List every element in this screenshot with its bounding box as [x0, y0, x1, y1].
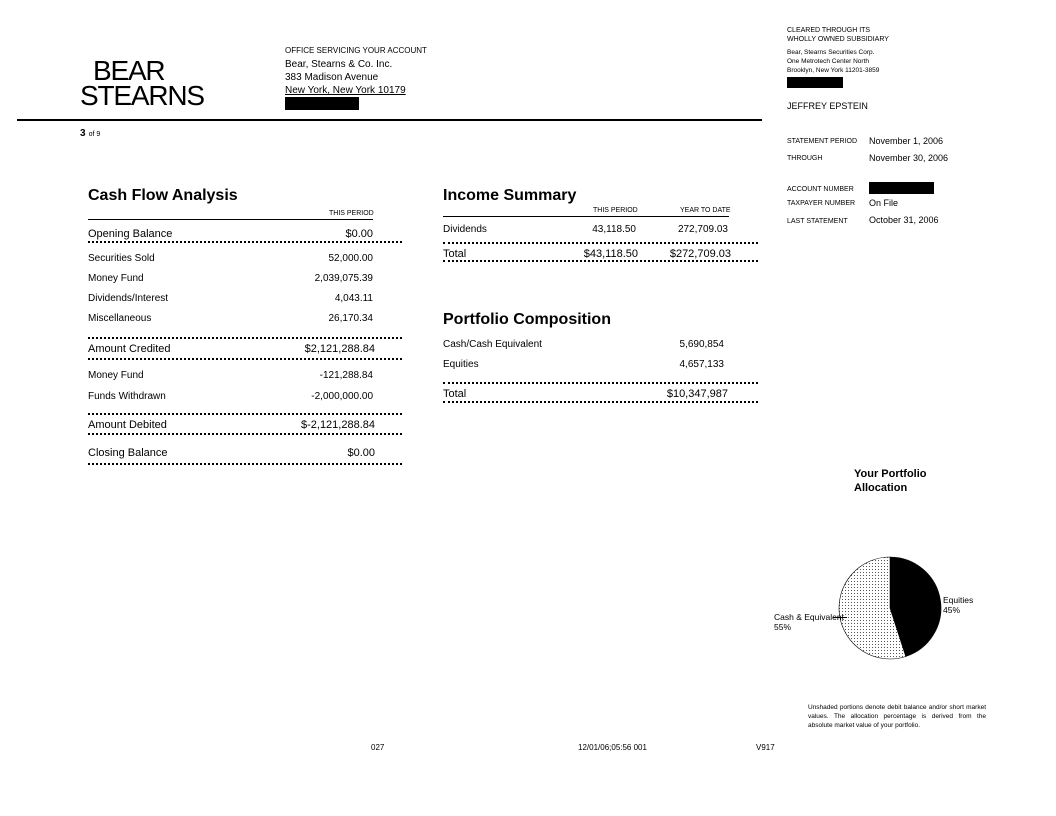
closing-balance-value: $0.00 [347, 447, 375, 459]
office-line-1: Bear, Stearns & Co. Inc. [285, 59, 393, 70]
divider [443, 260, 758, 262]
footer-left: 027 [371, 743, 385, 752]
divider [443, 401, 758, 403]
portfolio-total-label: Total [443, 388, 467, 400]
portfolio-total-value: $10,347,987 [666, 388, 728, 400]
income-header-rule [443, 216, 729, 217]
allocation-title-line-1: Your Portfolio [854, 468, 927, 480]
cash-flow-item-value: 4,043.11 [334, 293, 373, 304]
logo-line-1: BEAR [93, 55, 165, 86]
cash-flow-item-label: Money Fund [88, 370, 144, 381]
cleared-line-2: WHOLLY OWNED SUBSIDIARY [787, 36, 889, 43]
office-line-3: New York, New York 10179 [285, 85, 406, 96]
amount-credited-value: $2,121,288.84 [304, 343, 375, 355]
office-address-block [285, 44, 427, 114]
office-header: OFFICE SERVICING YOUR ACCOUNT [285, 46, 427, 55]
divider [88, 413, 402, 415]
cash-flow-item-value: -121,288.84 [319, 370, 373, 381]
allocation-disclaimer: Unshaded portions denote debit balance and/or short market values. The allocation percentage is derived from the absolute market value of your portfolio. [808, 704, 986, 729]
taxpayer-label: TAXPAYER NUMBER [787, 200, 856, 207]
divider [443, 382, 758, 384]
portfolio-row-label: Cash/Cash Equivalent [443, 339, 542, 350]
amount-credited-label: Amount Credited [88, 343, 171, 355]
cash-flow-col-header: THIS PERIOD [329, 210, 374, 217]
allocation-title-line-2: Allocation [854, 482, 908, 494]
cash-leader-line [833, 617, 847, 618]
account-number-redaction [869, 182, 934, 194]
portfolio-composition-title: Portfolio Composition [443, 311, 611, 328]
divider [88, 433, 402, 435]
cash-flow-item-label: Money Fund [88, 273, 144, 284]
income-col-this-period: THIS PERIOD [593, 207, 638, 214]
cash-slice-label [774, 612, 844, 632]
cash-flow-title: Cash Flow Analysis [88, 187, 238, 204]
cash-flow-item-label: Funds Withdrawn [88, 391, 166, 402]
client-name: JEFFREY EPSTEIN [787, 101, 868, 111]
office-line-2: 383 Madison Avenue [285, 72, 379, 83]
divider [443, 242, 758, 244]
opening-balance-label: Opening Balance [88, 228, 173, 240]
dividends-ytd: 272,709.03 [677, 224, 728, 235]
cash-flow-item-label: Miscellaneous [88, 313, 152, 324]
footer-right: V917 [756, 743, 775, 752]
page-number-value: 3 [80, 128, 86, 139]
redaction-bar [285, 97, 359, 110]
cash-flow-item-value: -2,000,000.00 [311, 391, 373, 402]
allocation-pie-chart [835, 553, 945, 663]
divider [88, 337, 402, 339]
cleared-line-4: One Metrotech Center North [787, 58, 870, 65]
income-total-this-period: $43,118.50 [583, 248, 638, 260]
income-total-label: Total [443, 248, 467, 260]
cash-label: Cash & Equivalent [774, 612, 844, 622]
income-col-ytd: YEAR TO DATE [680, 207, 731, 214]
logo-line-2: STEARNS [80, 80, 204, 111]
income-summary-title: Income Summary [443, 187, 577, 204]
cleared-line-1: CLEARED THROUGH ITS [787, 27, 871, 34]
portfolio-row-label: Equities [443, 359, 479, 370]
divider [88, 463, 402, 465]
amount-debited-value: $-2,121,288.84 [300, 419, 375, 431]
portfolio-row-value: 5,690,854 [679, 339, 724, 350]
cleared-line-3: Bear, Stearns Securities Corp. [787, 49, 875, 56]
opening-balance-value: $0.00 [345, 228, 373, 240]
amount-debited-label: Amount Debited [88, 419, 167, 431]
header-rule [17, 119, 762, 121]
cash-flow-item-value: 26,170.34 [328, 313, 373, 324]
redaction-bar [787, 77, 843, 88]
through-value: November 30, 2006 [869, 153, 949, 163]
equities-slice-label [943, 595, 973, 615]
statement-period-label: STATEMENT PERIOD [787, 138, 858, 145]
statement-period-value: November 1, 2006 [869, 136, 944, 146]
divider [88, 358, 402, 360]
portfolio-row-value: 4,657,133 [679, 359, 724, 370]
cash-flow-item-label: Securities Sold [88, 253, 155, 264]
dividends-this-period: 43,118.50 [592, 224, 636, 235]
through-label: THROUGH [787, 155, 823, 162]
clearing-block [787, 26, 889, 91]
footer-center: 12/01/06;05:56 001 [578, 743, 647, 752]
last-statement-label: LAST STATEMENT [787, 218, 848, 225]
allocation-title [854, 467, 927, 495]
page-total: of 9 [88, 131, 101, 138]
closing-balance-label: Closing Balance [88, 447, 168, 459]
page-number [80, 128, 100, 139]
dividends-label: Dividends [443, 224, 487, 235]
bear-stearns-logo [80, 55, 204, 111]
account-number-label: ACCOUNT NUMBER [787, 186, 854, 193]
taxpayer-value: On File [869, 198, 899, 208]
equities-percent: 45% [943, 605, 961, 615]
cash-flow-item-value: 52,000.00 [328, 253, 373, 264]
divider [88, 241, 402, 243]
cash-flow-header-rule [88, 219, 373, 220]
cash-flow-item-value: 2,039,075.39 [314, 273, 373, 284]
cleared-line-5: Brooklyn, New York 11201-3859 [787, 67, 880, 74]
income-total-ytd: $272,709.03 [669, 248, 731, 260]
last-statement-value: October 31, 2006 [869, 215, 939, 225]
cash-percent: 55% [774, 622, 792, 632]
equities-label: Equities [943, 595, 974, 605]
cash-flow-item-label: Dividends/Interest [88, 293, 169, 304]
